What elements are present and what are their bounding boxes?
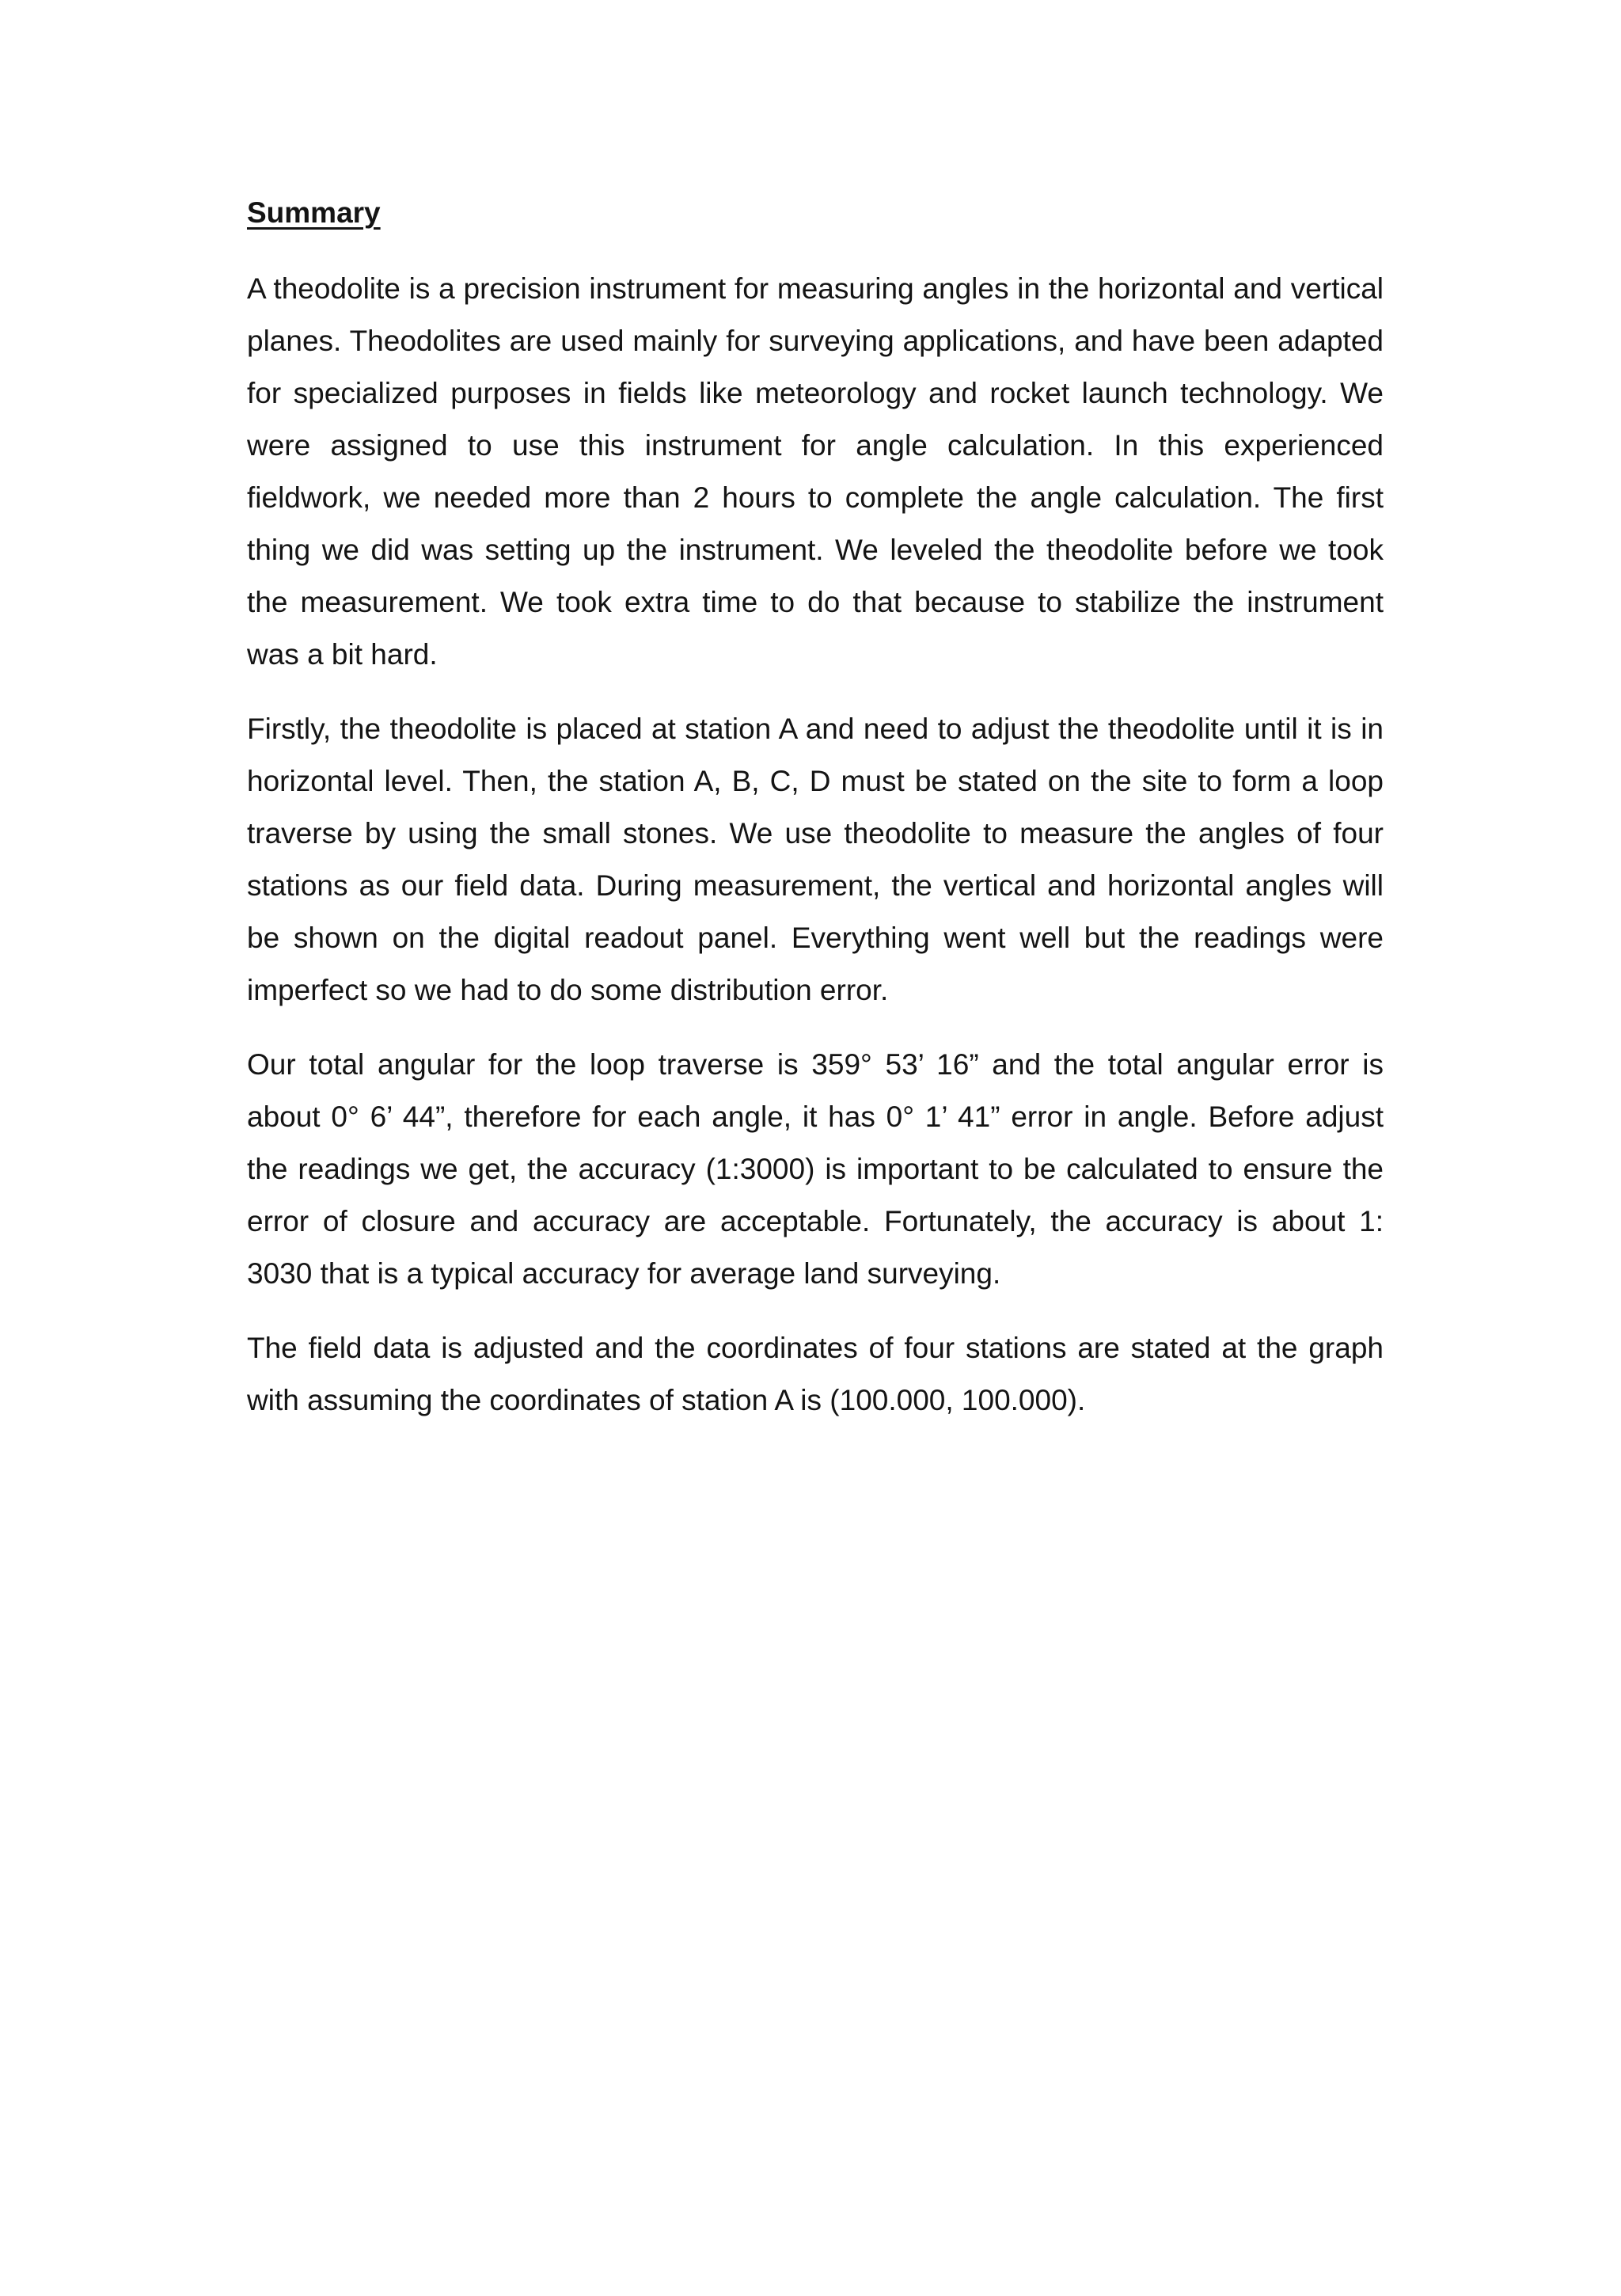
paragraph-3: Our total angular for the loop traverse is 359° 53’ 16” and the total angular error is about 0° 6’ 44”, therefore for each angle, it has 0° 1’ 41” error in angle. Before adjust the readings we get, the accuracy (1:3000) is important to be calculated to ensure the error of closure and accuracy are acceptable. Fortunately, the accuracy is about 1: 3030 that is a typical accuracy for average land surveying. <box>247 1048 1384 1290</box>
paragraph-2: Firstly, the theodolite is placed at station A and need to adjust the theodolite until it is in horizontal level. Then, the station A, B, C, D must be stated on the site to form a loop traverse by using the small stones. We use theodolite to measure the angles of four stations as our field data. During measurement, the vertical and horizontal angles will be shown on the digital readout panel. Everything went well but the readings were imperfect so we had to do some distribution error. <box>247 713 1384 1006</box>
paragraph-1: A theodolite is a precision instrument for measuring angles in the horizontal and vertical planes. Theodolites are used mainly for surveying applications, and have been adapted for specialized purposes in fields like meteorology and rocket launch technology. We were assigned to use this instrument for angle calculation. In this experienced fieldwork, we needed more than 2 hours to complete the angle calculation. The first thing we did was setting up the instrument. We leveled the theodolite before we took the measurement. We took extra time to do that because to stabilize the instrument was a bit hard. <box>247 272 1384 671</box>
paragraph-4: The field data is adjusted and the coordinates of four stations are stated at the graph with assuming the coordinates of station A is (100.000, 100.000). <box>247 1332 1384 1416</box>
section-heading: Summary <box>247 196 381 229</box>
document-body <box>247 187 1384 1449</box>
